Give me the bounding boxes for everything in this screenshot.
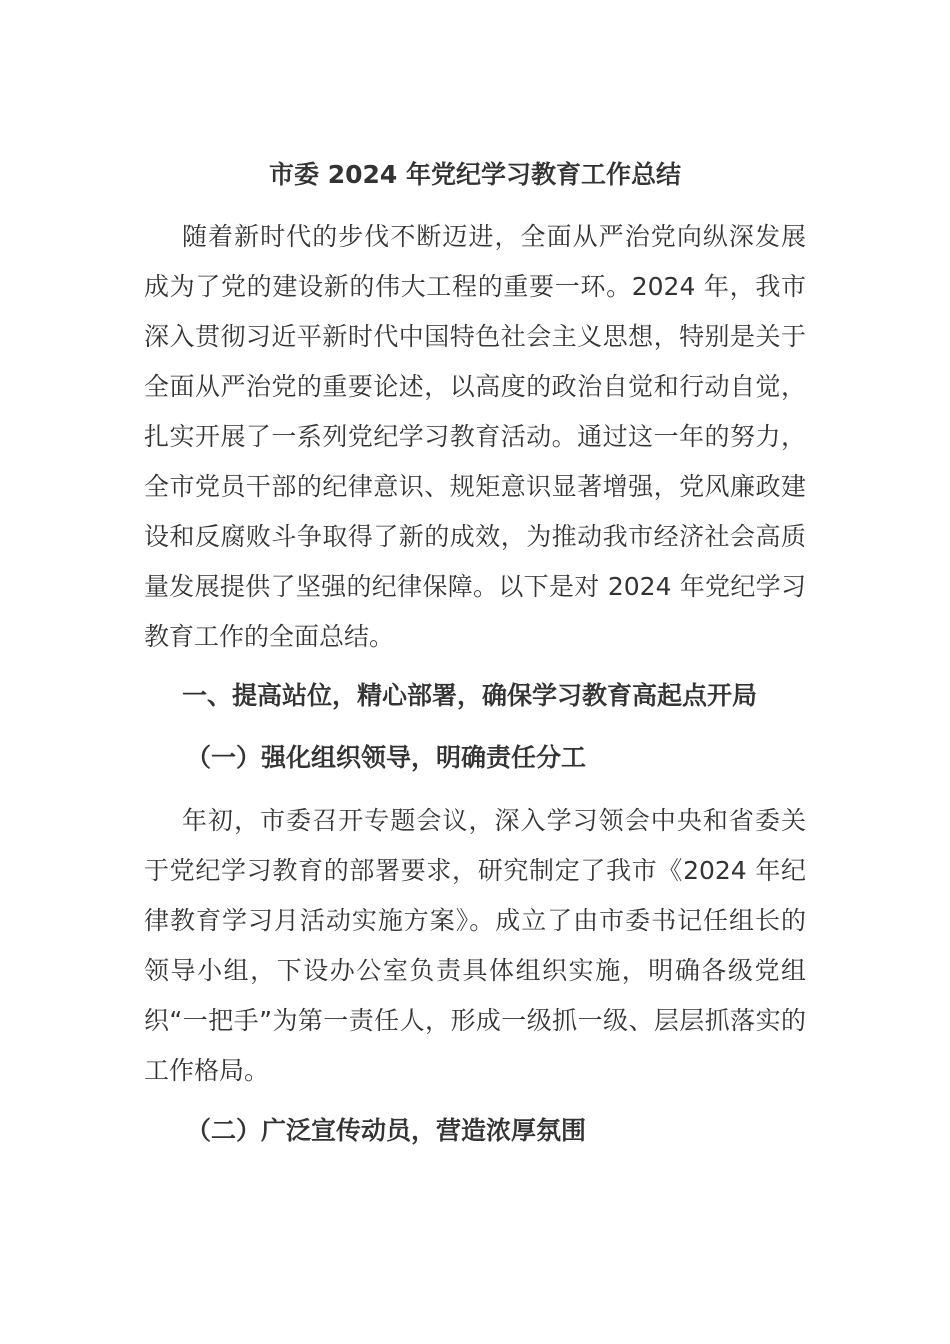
intro-paragraph: 随着新时代的步伐不断迈进，全面从严治党向纵深发展成为了党的建设新的伟大工程的重要一环。2024 年，我市深入贯彻习近平新时代中国特色社会主义思想，特别是关于全面从严治党的重要论述，以高度的政治自觉和行动自觉，扎实开展了一系列党纪学习教育活动。通过这一年的努力，全市党员干部的纪律意识、规矩意识显著增强，党风廉政建设和反腐败斗争取得了新的成效，为推动我市经济社会高质量发展提供了坚强的纪律保障。以下是对 2024 年党纪学习教育工作的全面总结。 (144, 222, 806, 651)
subsection-heading-1-2: （二）广泛宣传动员，营造浓厚氛围 (186, 1116, 587, 1145)
document-title: 市委 2024 年党纪学习教育工作总结 (269, 160, 681, 189)
subsection-heading-1-1: （一）强化组织领导，明确责任分工 (186, 743, 587, 772)
subsection-paragraph-1-1: 年初，市委召开专题会议，深入学习领会中央和省委关于党纪学习教育的部署要求，研究制定了我市《2024 年纪律教育学习月活动实施方案》。成立了由市委书记任组长的领导小组，下设办公室负责具体组织实施，明确各级党组织“一把手”为第一责任人，形成一级抓一级、层层抓落实的工作格局。 (144, 806, 806, 1085)
section-heading-1: 一、提高站位，精心部署，确保学习教育高起点开局 (182, 681, 758, 710)
